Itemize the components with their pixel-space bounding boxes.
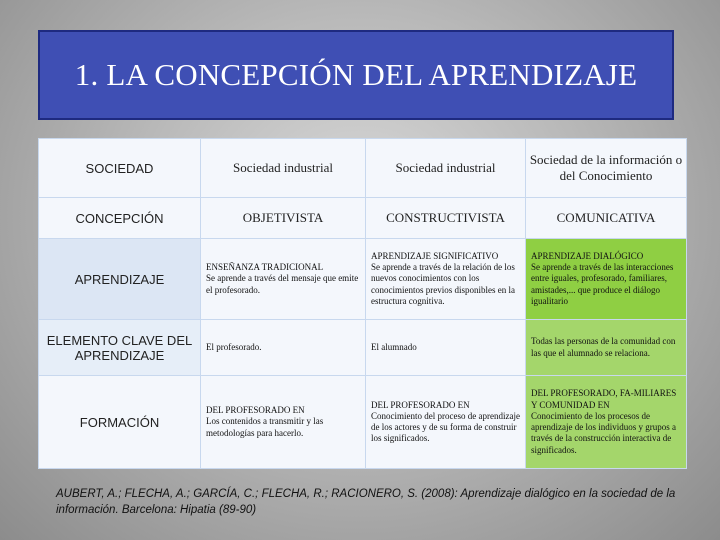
cell-heading: DEL PROFESORADO EN: [206, 405, 305, 416]
cell-aprendizaje-objetivista: [201, 239, 366, 320]
row-label-sociedad: SOCIEDAD: [39, 139, 201, 198]
row-label-concepcion: CONCEPCIÓN: [39, 198, 201, 239]
cell-formacion-objetivista: [201, 376, 366, 469]
row-label-formacion: FORMACIÓN: [39, 376, 201, 469]
cell-elemento-comunicativa: Todas las personas de la comunidad con las que el alumnado se relaciona.: [526, 320, 687, 376]
cell-body: Conocimiento de los procesos de aprendizaje de los individuos y grupos a través de la construcción interactiva de significados.: [531, 410, 676, 455]
cell-aprendizaje-comunicativa: [526, 239, 687, 320]
cell-concepcion-constructivista: CONSTRUCTIVISTA: [366, 198, 526, 239]
row-label-aprendizaje: APRENDIZAJE: [39, 239, 201, 320]
cell-body: Se aprende a través de las interacciones entre iguales, profesorado, familiares, amistades,... que produce el diálogo igualitario: [531, 262, 674, 306]
cell-heading: APRENDIZAJE SIGNIFICATIVO: [371, 250, 499, 261]
citation: AUBERT, A.; FLECHA, A.; GARCÍA, C.; FLECHA, R.; RACIONERO, S. (2008): Aprendizaje dialógico en la sociedad de la información. Barcelona: Hipatia (89-90): [56, 488, 676, 516]
cell-elemento-constructivista: El alumnado: [366, 320, 526, 376]
table-row-sociedad: [39, 139, 687, 198]
cell-heading: ENSEÑANZA TRADICIONAL: [206, 262, 324, 273]
table-row-formacion: [39, 376, 687, 469]
cell-body: Se aprende a través de la relación de los nuevos conocimientos con los conocimientos previos disponibles en la estructura cognitiva.: [371, 262, 515, 306]
table-row-concepcion: [39, 198, 687, 239]
cell-heading: APRENDIZAJE DIALÓGICO: [531, 250, 644, 261]
cell-formacion-comunicativa: [526, 376, 687, 469]
row-label-elemento: ELEMENTO CLAVE DEL APRENDIZAJE: [39, 320, 201, 376]
cell-body: Los contenidos a transmitir y las metodologías para hacerlo.: [206, 416, 324, 438]
cell-heading: DEL PROFESORADO EN: [371, 399, 470, 410]
cell-sociedad-constructivista: Sociedad industrial: [366, 139, 526, 198]
cell-body: Se aprende a través del mensaje que emite el profesorado.: [206, 273, 359, 295]
cell-heading: DEL PROFESORADO, FA-MILIARES Y COMUNIDAD EN: [531, 388, 677, 410]
cell-concepcion-comunicativa: COMUNICATIVA: [526, 198, 687, 239]
cell-formacion-constructivista: [366, 376, 526, 469]
cell-aprendizaje-constructivista: [366, 239, 526, 320]
concept-table: [38, 138, 687, 469]
title-banner: [38, 30, 674, 120]
page-title: 1. LA CONCEPCIÓN DEL APRENDIZAJE: [74, 57, 638, 92]
cell-sociedad-objetivista: Sociedad industrial: [201, 139, 366, 198]
cell-elemento-objetivista: El profesorado.: [201, 320, 366, 376]
cell-concepcion-objetivista: OBJETIVISTA: [201, 198, 366, 239]
table-row-aprendizaje: [39, 239, 687, 320]
cell-body: Conocimiento del proceso de aprendizaje de los actores y de su forma de construir los significados.: [371, 410, 520, 444]
table-row-elemento: [39, 320, 687, 376]
cell-sociedad-comunicativa: Sociedad de la información o del Conocimiento: [526, 139, 687, 198]
